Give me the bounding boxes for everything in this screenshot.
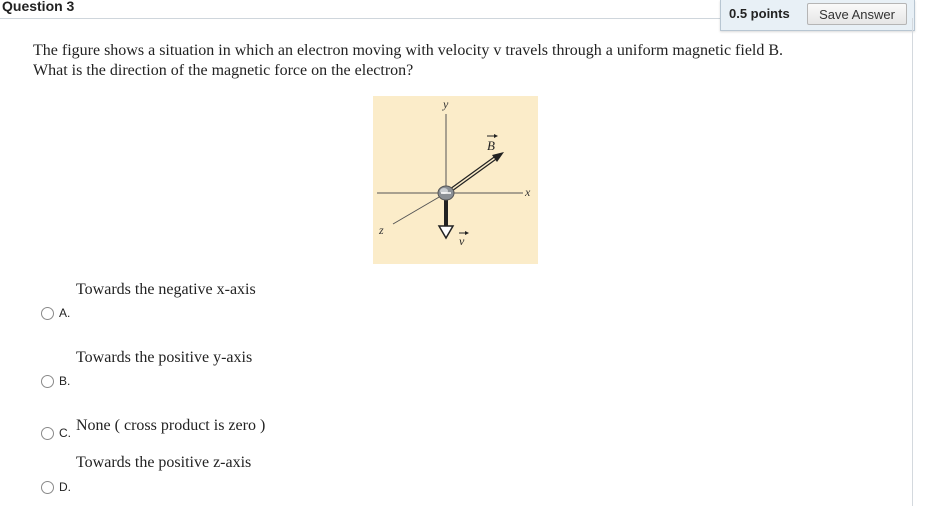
question-line-2: What is the direction of the magnetic force on the electron? xyxy=(33,62,414,79)
x-axis-label: x xyxy=(525,185,531,199)
option-d-text: Towards the positive z-axis xyxy=(76,454,252,471)
question-line-1: The figure shows a situation in which an electron moving with velocity v travels through a uniform magnetic field B. xyxy=(33,42,784,59)
figure-background xyxy=(373,96,538,264)
z-axis-label: z xyxy=(379,223,384,237)
option-a-letter: A. xyxy=(59,306,71,320)
option-c-letter: C. xyxy=(59,426,71,440)
option-d-letter: D. xyxy=(59,480,71,494)
option-d-radio[interactable] xyxy=(41,481,54,494)
v-label: v xyxy=(459,234,465,248)
points-value: 0.5 points xyxy=(729,6,790,21)
option-c-text: None ( cross product is zero ) xyxy=(76,417,266,434)
question-title: Question 3 xyxy=(2,0,75,14)
y-axis-label: y xyxy=(443,97,449,111)
question-text xyxy=(33,41,893,81)
content-border xyxy=(912,18,913,506)
option-a-radio[interactable] xyxy=(41,307,54,320)
option-b-text: Towards the positive y-axis xyxy=(76,349,253,366)
option-b-letter: B. xyxy=(59,374,71,388)
option-a-text: Towards the negative x-axis xyxy=(76,281,256,298)
b-label: B xyxy=(487,138,495,153)
option-c-radio[interactable] xyxy=(41,427,54,440)
option-b-radio[interactable] xyxy=(41,375,54,388)
points-panel xyxy=(720,0,915,31)
save-answer-button[interactable]: Save Answer xyxy=(807,3,907,25)
magnetic-field-figure xyxy=(373,96,538,264)
